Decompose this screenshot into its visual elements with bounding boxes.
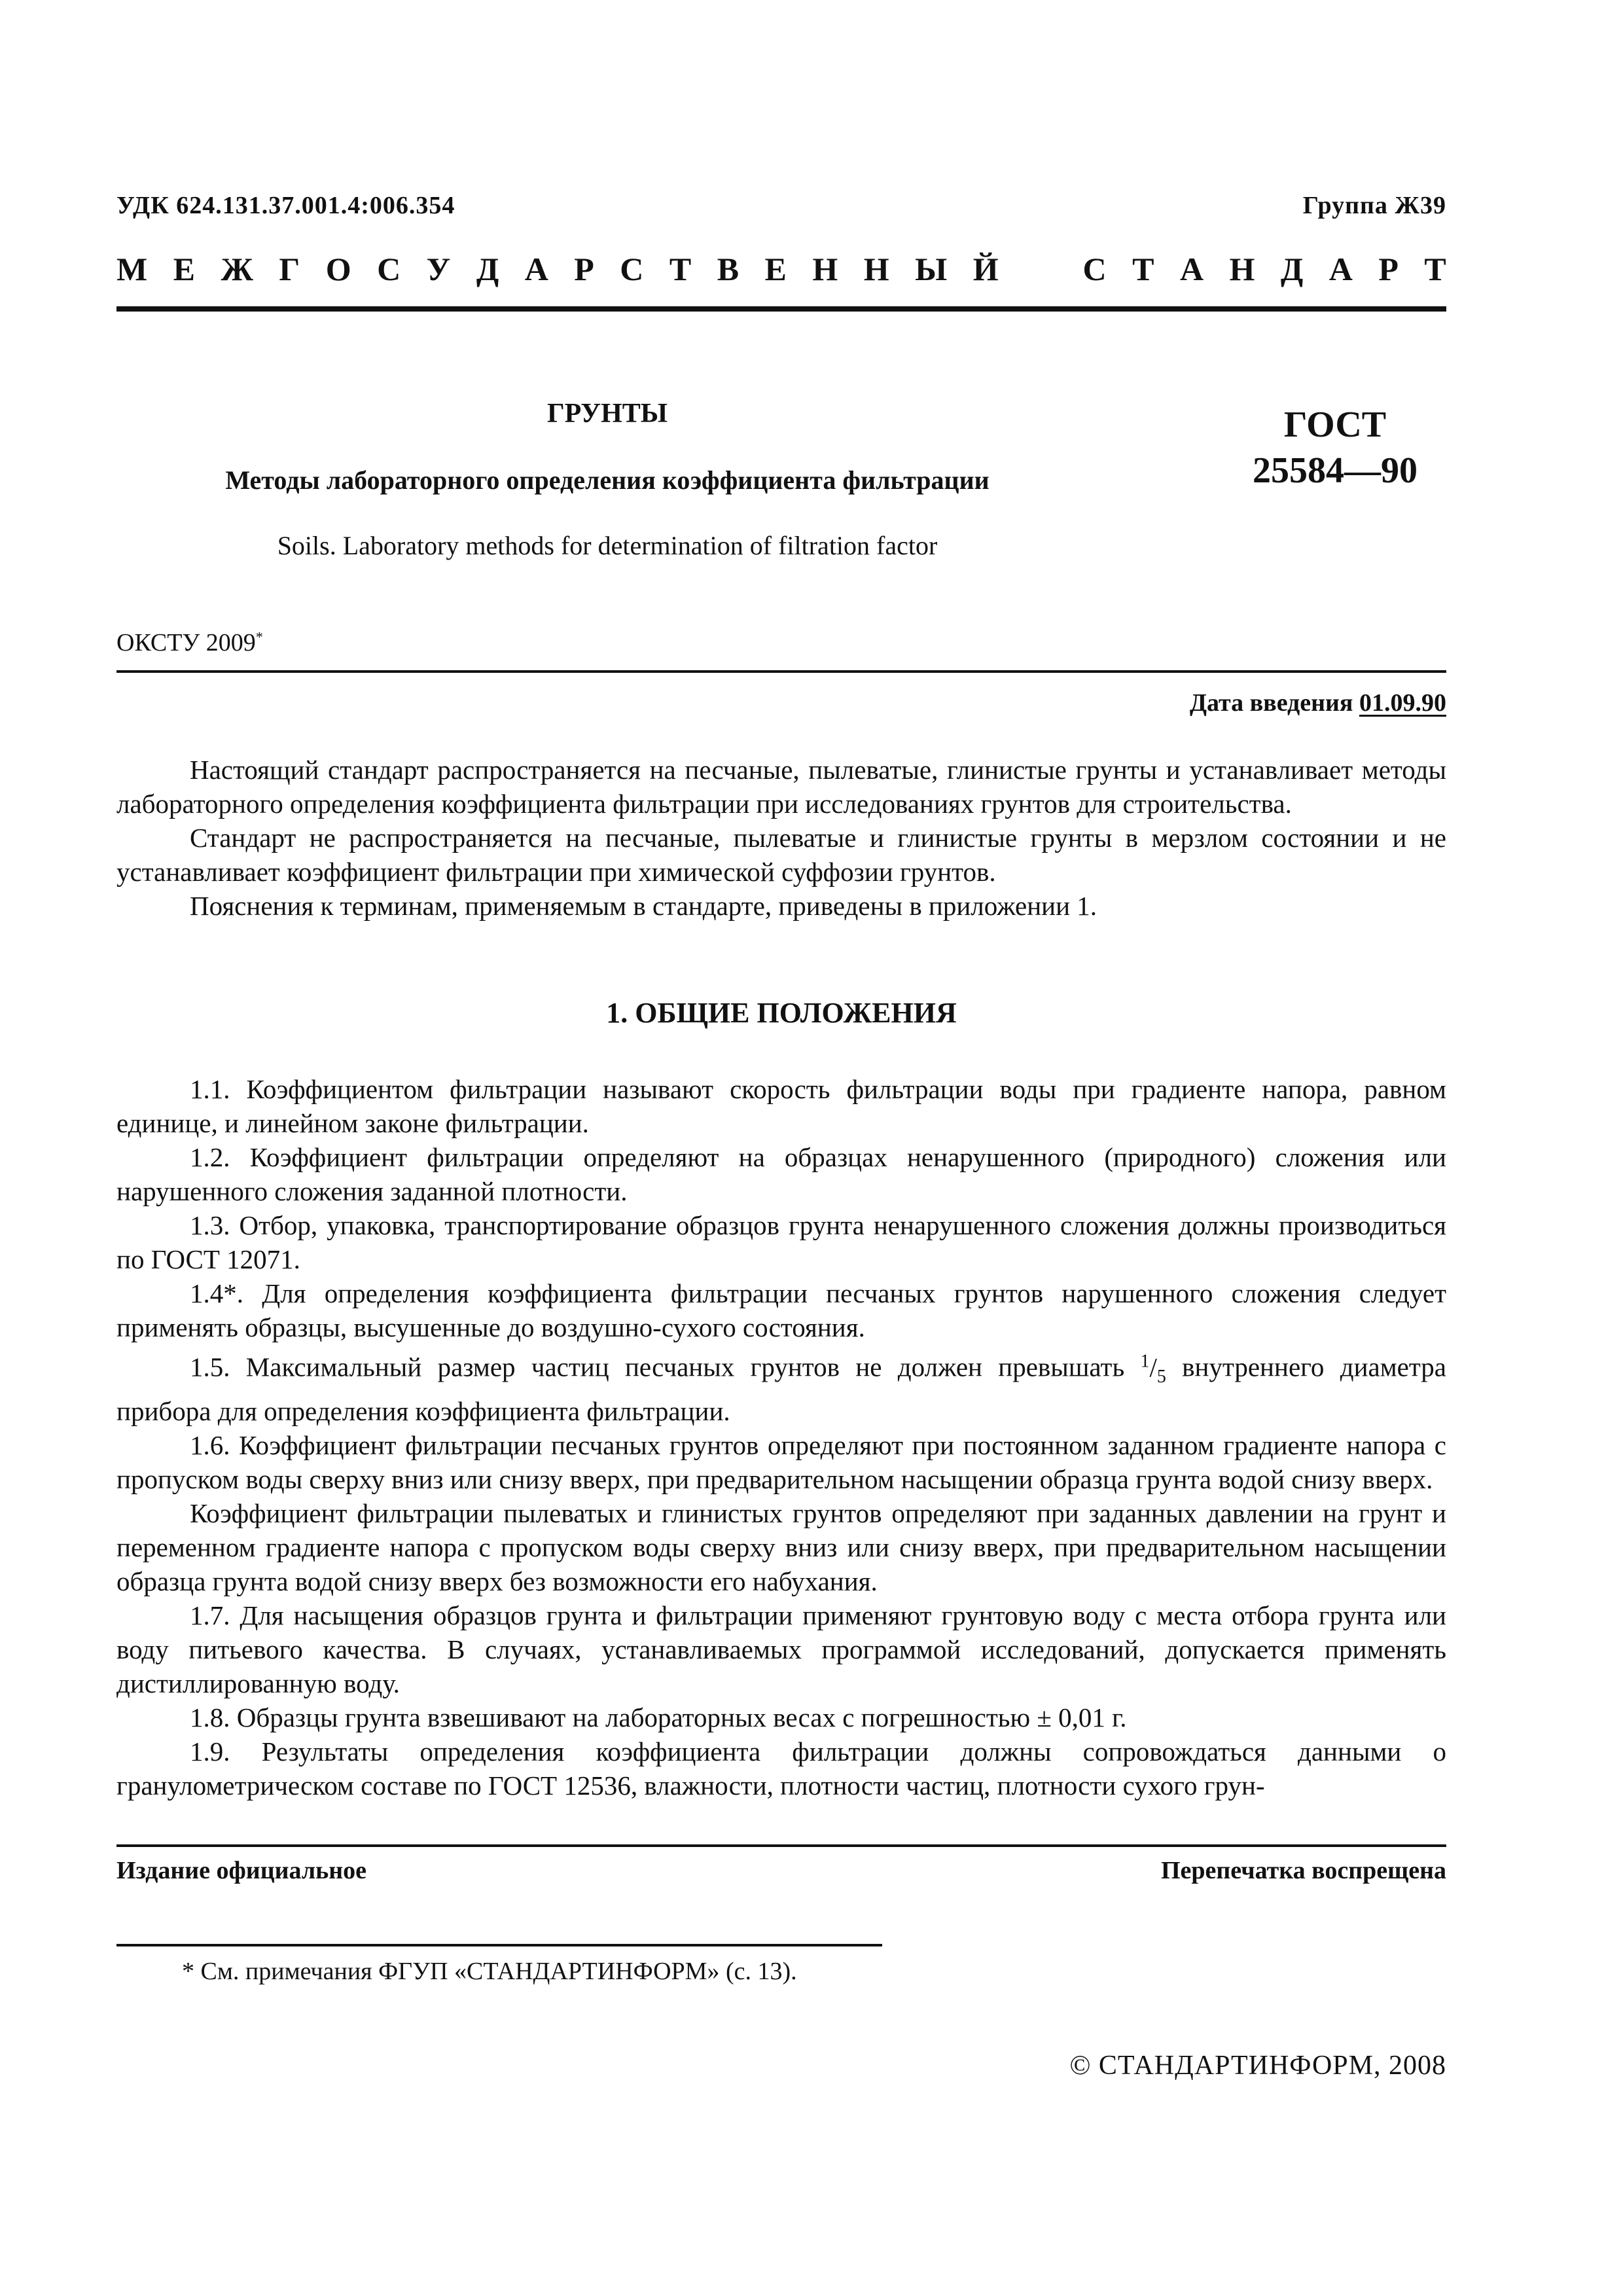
- reprint-note: Перепечатка воспрещена: [1160, 1857, 1446, 1884]
- clause-1-7: 1.7. Для насыщения образцов грунта и фильтрации применяют грунтовую воду с места отбора грунта или воду питьевого качества. В случаях, устанавливаемых программой исследований, допускается применять дистиллированную воду.: [116, 1600, 1446, 1698]
- banner-letter: Т: [1132, 251, 1154, 287]
- oksty-code: [116, 628, 263, 657]
- clause-1-9: 1.9. Результаты определения коэффициента фильтрации должны сопровождаться данными о гранулометрическом составе по ГОСТ 12536, влажности, плотности частиц, плотности сухого грун-: [116, 1736, 1446, 1801]
- banner-word-gap: [1024, 250, 1057, 289]
- footnote: * См. примечания ФГУП «СТАНДАРТИНФОРМ» (с. 13).: [182, 1958, 797, 1985]
- document-title: ГРУНТЫ: [546, 399, 668, 429]
- fraction-denominator: 5: [1156, 1366, 1166, 1387]
- udk-code: УДК 624.131.37.001.4:006.354: [116, 192, 455, 219]
- copyright: © СТАНДАРТИНФОРМ, 2008: [1069, 2051, 1446, 2081]
- clause-1-5-start: 1.5. Максимальный размер частиц песчаных грунтов не должен превышать: [190, 1352, 1125, 1382]
- interstate-standard-banner: [116, 250, 1446, 289]
- header-rule: [116, 306, 1446, 312]
- banner-letter: Н: [812, 251, 838, 287]
- introduction-date: [1190, 689, 1446, 717]
- clause-1-5-end: внутреннего диаметра прибора для определения коэффициента фильтрации.: [116, 1352, 1446, 1426]
- intro-text: [116, 753, 1446, 923]
- intro-paragraph: Пояснения к терминам, применяемым в стандарте, приведены в приложении 1.: [190, 891, 1097, 921]
- intro-paragraph: Настоящий стандарт распространяется на песчаные, пылеватые, глинистые грунты и устанавливает методы лабораторного определения коэффициента фильтрации при исследованиях грунтов для строительства.: [116, 755, 1446, 819]
- fraction-one-fifth: $^1/_5$: [1140, 1351, 1166, 1387]
- banner-letter: Д: [476, 251, 499, 287]
- section-heading: 1. ОБЩИЕ ПОЛОЖЕНИЯ: [606, 997, 957, 1029]
- title-rule: [116, 670, 1446, 673]
- intro-paragraph: Стандарт не распространяется на песчаные, пылеватые и глинистые грунты в мерзлом состоянии и не устанавливает коэффициент фильтрации при химической суффозии грунтов.: [116, 823, 1446, 887]
- gost-designation: [1237, 402, 1433, 493]
- gost-number: 25584—90: [1253, 450, 1418, 491]
- edition-note: Издание официальное: [116, 1857, 367, 1884]
- banner-letter: С: [377, 251, 401, 287]
- banner-letter: А: [524, 251, 548, 287]
- intro-date-label: Дата введения: [1189, 689, 1353, 717]
- banner-letter: Й: [972, 251, 999, 287]
- banner-letter: О: [325, 251, 351, 287]
- banner-letter: У: [426, 251, 451, 287]
- banner-letter: С: [1082, 251, 1107, 287]
- clause-1-6: 1.6. Коэффициент фильтрации песчаных грунтов определяют при постоянном заданном градиенте напора с пропуском воды сверху вниз или снизу вверх, при предварительном насыщении образца грунта водой снизу вверх.: [116, 1429, 1446, 1494]
- oksty-text: ОКСТУ 2009: [116, 629, 256, 656]
- english-title: Soils. Laboratory methods for determination of filtration factor: [277, 531, 938, 560]
- banner-letter: С: [620, 251, 644, 287]
- banner-letter: А: [1179, 251, 1204, 287]
- banner-letter: Е: [173, 251, 196, 287]
- oksty-footnote-mark: *: [255, 628, 263, 645]
- fraction-numerator: 1: [1140, 1351, 1150, 1371]
- banner-letter: Ж: [221, 251, 253, 287]
- document-subtitle: Методы лабораторного определения коэффициента фильтрации: [225, 465, 990, 495]
- clause-1-4: 1.4*. Для определения коэффициента фильтрации песчаных грунтов нарушенного сложения следует применять образцы, высушенные до воздушно-сухого состояния.: [116, 1278, 1446, 1342]
- gost-label: ГОСТ: [1283, 404, 1387, 445]
- banner-letter: Р: [574, 251, 594, 287]
- clause-1-8: 1.8. Образцы грунта взвешивают на лабораторных весах с погрешностью ± 0,01 г.: [190, 1702, 1127, 1732]
- banner-letter: Т: [1424, 251, 1446, 287]
- clause-1-5: [116, 1344, 1446, 1428]
- clause-1-6-continued: Коэффициент фильтрации пылеватых и глинистых грунтов определяют при заданных давлении на грунт и переменном градиенте напора с пропуском воды сверху вниз или снизу вверх, при предварительном насыщении образца грунта водой снизу вверх без возможности его набухания.: [116, 1498, 1446, 1596]
- banner-letter: Е: [764, 251, 787, 287]
- banner-letter: Т: [669, 251, 692, 287]
- banner-letter: Н: [1229, 251, 1255, 287]
- banner-letter: А: [1329, 251, 1353, 287]
- footnote-rule: [116, 1944, 882, 1946]
- footer-rule: [116, 1844, 1446, 1847]
- banner-letter: Р: [1378, 251, 1399, 287]
- clause-1-1: 1.1. Коэффициентом фильтрации называют скорость фильтрации воды при градиенте напора, равном единице, и линейном законе фильтрации.: [116, 1074, 1446, 1138]
- clause-1-2: 1.2. Коэффициент фильтрации определяют на образцах ненарушенного (природного) сложения или нарушенного сложения заданной плотности.: [116, 1142, 1446, 1206]
- banner-letter: Н: [863, 251, 889, 287]
- banner-letter: Д: [1280, 251, 1304, 287]
- banner-letter: В: [717, 251, 740, 287]
- clause-1-3: 1.3. Отбор, упаковка, транспортирование образцов грунта ненарушенного сложения должны производиться по ГОСТ 12071.: [116, 1210, 1446, 1274]
- banner-letter: Г: [279, 251, 300, 287]
- intro-date-value: 01.09.90: [1359, 689, 1446, 717]
- clauses-text: [116, 1072, 1446, 1803]
- banner-letter: М: [116, 251, 148, 287]
- group-code: Группа Ж39: [1302, 192, 1446, 219]
- banner-letter: Ы: [915, 251, 948, 287]
